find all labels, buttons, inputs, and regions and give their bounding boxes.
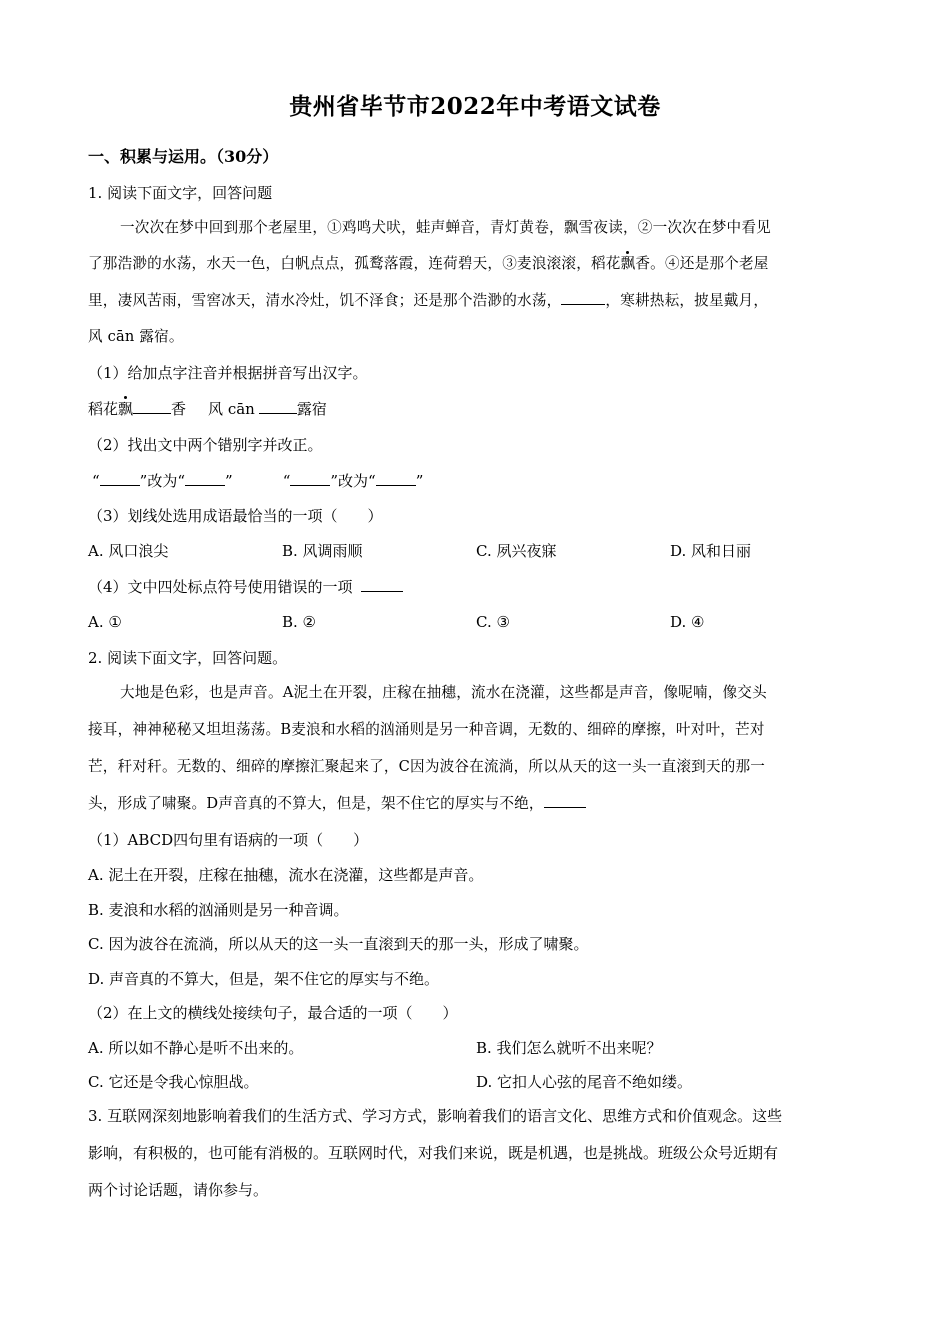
choice-option[interactable]: C. ③ xyxy=(476,613,510,631)
pinyin-answer-row xyxy=(88,398,868,420)
passage-1-line-3-text-end: ，寒耕热耘，披星戴月， xyxy=(605,292,769,309)
answer-blank[interactable] xyxy=(290,471,330,486)
choice-option[interactable]: D. 它扣人心弦的尾音不绝如缕。 xyxy=(476,1073,693,1091)
choice-option[interactable]: C. 夙兴夜寐 xyxy=(476,542,557,560)
answer-suffix: 香 xyxy=(171,400,187,418)
answer-prefix: 风 cān xyxy=(208,400,255,418)
answer-suffix: 露宿 xyxy=(296,400,327,418)
passage-1-line-1: 一次次在梦中回到那个老屋里，①鸡鸣犬吠，蛙声蝉音，青灯黄卷，飘雪夜读，②一次次在梦中看见 xyxy=(120,219,771,236)
quote-close: ” xyxy=(415,472,424,490)
choice-option[interactable]: D. 声音真的不算大，但是，架不住它的厚实与不绝。 xyxy=(88,970,440,988)
answer-blank[interactable] xyxy=(561,290,605,305)
change-to-label: ”改为“ xyxy=(330,472,376,490)
choice-option[interactable]: B. ② xyxy=(282,613,317,631)
choice-option[interactable]: A. ① xyxy=(88,613,122,631)
passage-2-line-3: 芒，秆对秆。无数的、细碎的摩擦汇聚起来了，C因为波谷在流淌，所以从天的这一头一直滚到天的那一 xyxy=(88,758,766,775)
typo-correction-row xyxy=(92,470,872,492)
passage-2-line-2: 接耳，神神秘秘又坦坦荡荡。B麦浪和水稻的汹涌则是另一种音调，无数的、细碎的摩擦，叶对叶，芒对 xyxy=(88,721,765,738)
answer-blank[interactable] xyxy=(100,471,140,486)
answer-blank[interactable] xyxy=(185,471,225,486)
passage-1-line-2-text: 了那浩渺的水荡，水天一色，白帆点点，孤鹜落霞，连荷碧天，③麦浪滚滚，稻花 xyxy=(88,255,621,272)
choice-option[interactable]: D. ④ xyxy=(670,613,705,631)
dotted-character: 飘 xyxy=(620,255,636,272)
dotted-character: 飘 xyxy=(118,400,134,418)
passage-2-line-4 xyxy=(88,793,868,815)
question-2-stem: 2. 阅读下面文字，回答问题。 xyxy=(88,649,288,667)
choice-option[interactable]: C. 因为波谷在流淌，所以从天的这一头一直滚到天的那一头，形成了啸聚。 xyxy=(88,935,589,953)
passage-1-line-3 xyxy=(88,290,868,312)
sub-question-1-2: （2）找出文中两个错别字并改正。 xyxy=(88,436,323,454)
quote-open: “ xyxy=(282,472,291,490)
answer-blank[interactable] xyxy=(259,399,297,414)
choice-option[interactable]: A. 所以如不静心是听不出来的。 xyxy=(88,1039,304,1057)
answer-blank[interactable] xyxy=(544,793,586,808)
question-1-stem: 1. 阅读下面文字，回答问题 xyxy=(88,184,273,202)
choice-option[interactable]: A. 泥土在开裂，庄稼在抽穗，流水在浇灌，这些都是声音。 xyxy=(88,866,484,884)
passage-1-line-3-text: 里，凄风苦雨，雪窖冰天，清水冷灶，饥不泽食；还是那个浩渺的水荡， xyxy=(88,292,562,309)
question-3-line-1: 3. 互联网深刻地影响着我们的生活方式、学习方式，影响着我们的语言文化、思维方式和价值观念。这些 xyxy=(88,1107,783,1125)
answer-blank[interactable] xyxy=(376,471,416,486)
sub-question-2-2: （2）在上文的横线处接续句子，最合适的一项（ ） xyxy=(88,1004,458,1022)
passage-1-line-2-text-end: 香。④还是那个老屋 xyxy=(635,255,769,272)
quote-open: “ xyxy=(92,472,100,490)
sub-question-text: （4）文中四处标点符号使用错误的一项 xyxy=(88,578,353,596)
passage-1-line-4: 风 cān 露宿。 xyxy=(88,328,184,345)
quote-close: ” xyxy=(225,472,233,490)
choice-option[interactable]: A. 风口浪尖 xyxy=(88,542,169,560)
sub-question-1-4 xyxy=(88,576,868,598)
sub-question-2-1: （1）ABCD四句里有语病的一项（ ） xyxy=(88,831,369,849)
choice-option[interactable]: B. 我们怎么就听不出来呢？ xyxy=(476,1039,662,1057)
question-3-line-2: 影响，有积极的，也可能有消极的。互联网时代，对我们来说，既是机遇，也是挑战。班级公众号近期有 xyxy=(88,1144,779,1162)
passage-2-line-1: 大地是色彩，也是声音。A泥土在开裂，庄稼在抽穗，流水在浇灌，这些都是声音，像呢喃，像交头 xyxy=(120,684,767,701)
answer-blank[interactable] xyxy=(133,399,171,414)
question-3-line-3: 两个讨论话题，请你参与。 xyxy=(88,1181,269,1199)
choice-option[interactable]: D. 风和日丽 xyxy=(670,542,752,560)
choice-option[interactable]: C. 它还是令我心惊胆战。 xyxy=(88,1073,259,1091)
answer-prefix: 稻花 xyxy=(88,400,119,418)
choice-option[interactable]: B. 麦浪和水稻的汹涌则是另一种音调。 xyxy=(88,901,349,919)
sub-question-1-3: （3）划线处选用成语最恰当的一项（ ） xyxy=(88,507,383,525)
answer-blank[interactable] xyxy=(361,577,403,592)
change-to-label: ”改为“ xyxy=(139,472,186,490)
exam-title: 贵州省毕节市2022年中考语文试卷 xyxy=(289,93,661,120)
passage-1-line-2 xyxy=(88,253,868,275)
sub-question-1-1: （1）给加点字注音并根据拼音写出汉字。 xyxy=(88,364,368,382)
choice-option[interactable]: B. 风调雨顺 xyxy=(282,542,363,560)
passage-2-line-4-text: 头，形成了啸聚。D声音真的不算大，但是，架不住它的厚实与不绝， xyxy=(88,795,544,812)
section-heading: 一、积累与运用。（30分） xyxy=(88,147,279,166)
